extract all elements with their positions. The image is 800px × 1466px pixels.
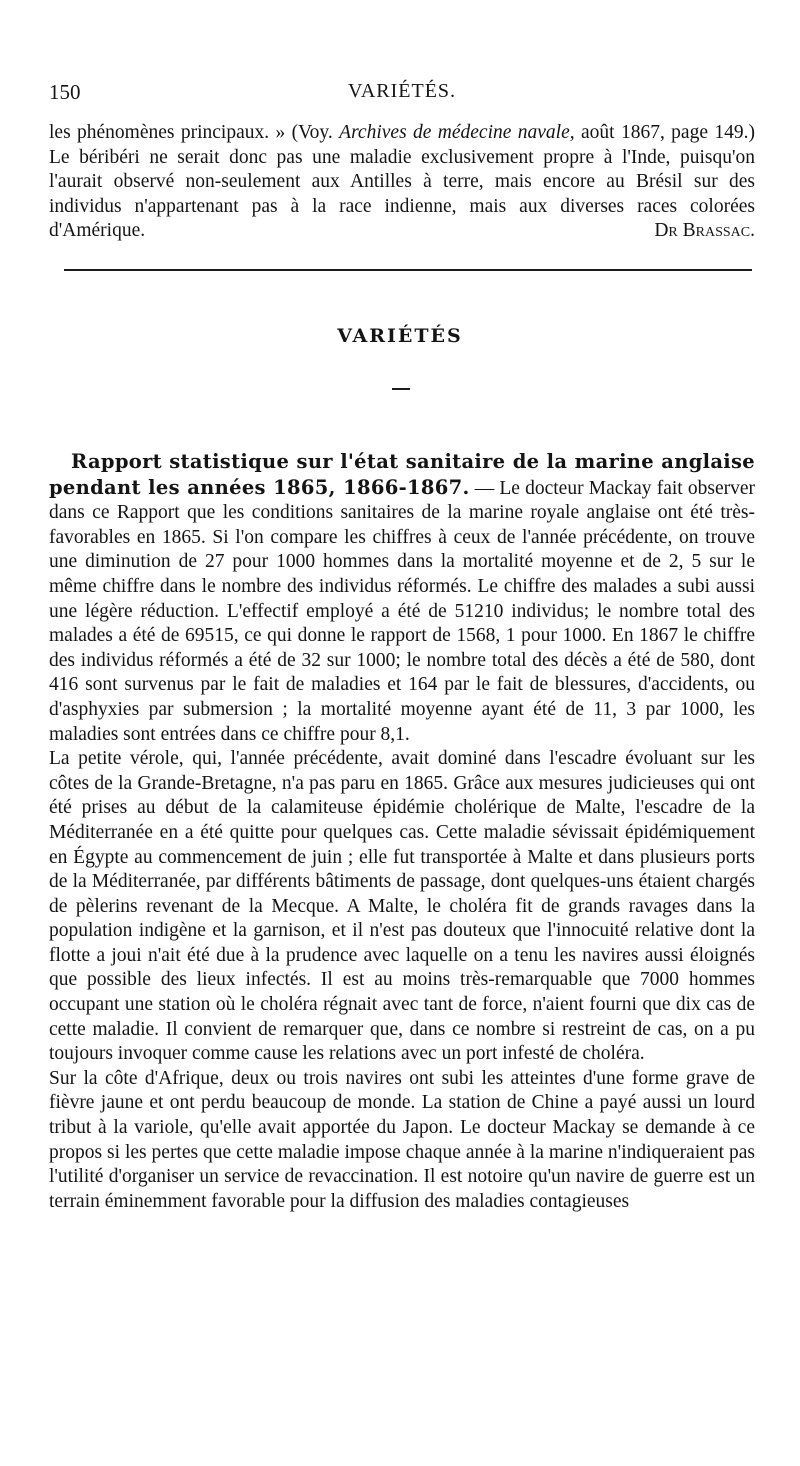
intro-text-start: les phénomènes principaux. » (Voy. — [49, 122, 340, 143]
journal-title: Archives de médecine navale, — [339, 122, 575, 143]
section-title: VARIÉTÉS — [337, 325, 463, 347]
intro-text — [49, 121, 755, 244]
intro-text-end: août 1867, page 149.) Le béribéri ne serait donc pas une maladie exclusivement propre à l'Inde, puisqu'on l'aurait observé non-seulement aux Antilles à terre, mais encore au Brésil sur des individus n'appartenant pas à la race indienne, mais aux diverses races colorées d'Amérique. — [49, 122, 755, 242]
article-paragraph-3: Sur la côte d'Afrique, deux ou trois navires ont subi les atteintes d'une forme grave de fièvre jaune et ont perdu beaucoup de monde. La station de Chine a payé aussi un lourd tribut à la variole, qu'elle avait apportée du Japon. Le docteur Mackay se demande à ce propos si les pertes que cette maladie impose chaque année à la marine n'indiqueraient pas l'utilité d'organiser un service de revaccination. Il est notoire qu'un navire de guerre est un terrain éminemment favorable pour la diffusion des maladies contagieuses — [49, 1067, 755, 1212]
signature: Dr Brassac. — [654, 220, 755, 242]
running-head: VARIÉTÉS. — [347, 80, 457, 102]
section-divider — [64, 269, 752, 271]
title-dash — [392, 388, 410, 390]
article-paragraph-1 — [49, 450, 755, 747]
intro-paragraph — [49, 121, 755, 244]
article-headline: Rapport statistique sur l'état sanitaire de la marine anglaise pendant les années 1865, 1866-1867. — [49, 450, 755, 499]
article-body — [49, 450, 755, 1214]
page-header — [49, 80, 755, 108]
paragraph-1-text: — Le docteur Mackay fait observer dans ce Rapport que les conditions sanitaires de la marine royale anglaise ont été très-favorables en 1865. Si l'on compare les chiffres à ceux de l'année précédente, on trouve une diminution de 27 pour 1000 hommes dans la mortalité moyenne et de 2, 5 sur le même chiffre dans le nombre des individus réformés. Le chiffre des malades a subi aussi une légère réduction. L'effectif employé a été de 51210 individus; le nombre total des malades a été de 69515, ce qui donne le rapport de 1568, 1 pour 1000. En 1867 le chiffre des individus réformés a été de 32 sur 1000; le nombre total des décès a été de 580, dont 416 sont survenus par le fait de maladies et 164 par le fait de blessures, d'accidents, ou d'asphyxies par submersion ; la mortalité moyenne ayant été de 11, 3 par 1000, les maladies sont entrées dans ce chiffre pour 8,1. — [49, 477, 755, 745]
article-paragraph-2: La petite vérole, qui, l'année précédente, avait dominé dans l'escadre évoluant sur les côtes de la Grande-Bretagne, n'a pas paru en 1865. Grâce aux mesures judicieuses qui ont été prises au début de la calamiteuse épidémie cholérique de Malte, l'escadre de la Méditerranée en a été quitte pour quelques cas. Cette maladie sévissait épidémiquement en Égypte au commencement de juin ; elle fut transportée à Malte et dans plusieurs ports de la Méditerranée, par différents bâtiments de passage, dont quelques-uns étaient chargés de pèlerins revenant de la Mecque. A Malte, le choléra fit de grands ravages dans la population indigène et la garnison, et il n'est pas douteux que l'innocuité relative dont la flotte a joui n'ait été due à la prudence avec laquelle on a tenu les navires aussi éloignés que possible des lieux infectés. Il est au moins très-remarquable que 7000 hommes occupant une station où le choléra régnait avec tant de force, n'aient fourni que dix cas de cette maladie. Il convient de remarquer que, dans ce nombre si restreint de cas, on a pu toujours invoquer comme cause les relations avec un port infesté de choléra. — [49, 748, 755, 1065]
page-number: 150 — [49, 80, 81, 104]
